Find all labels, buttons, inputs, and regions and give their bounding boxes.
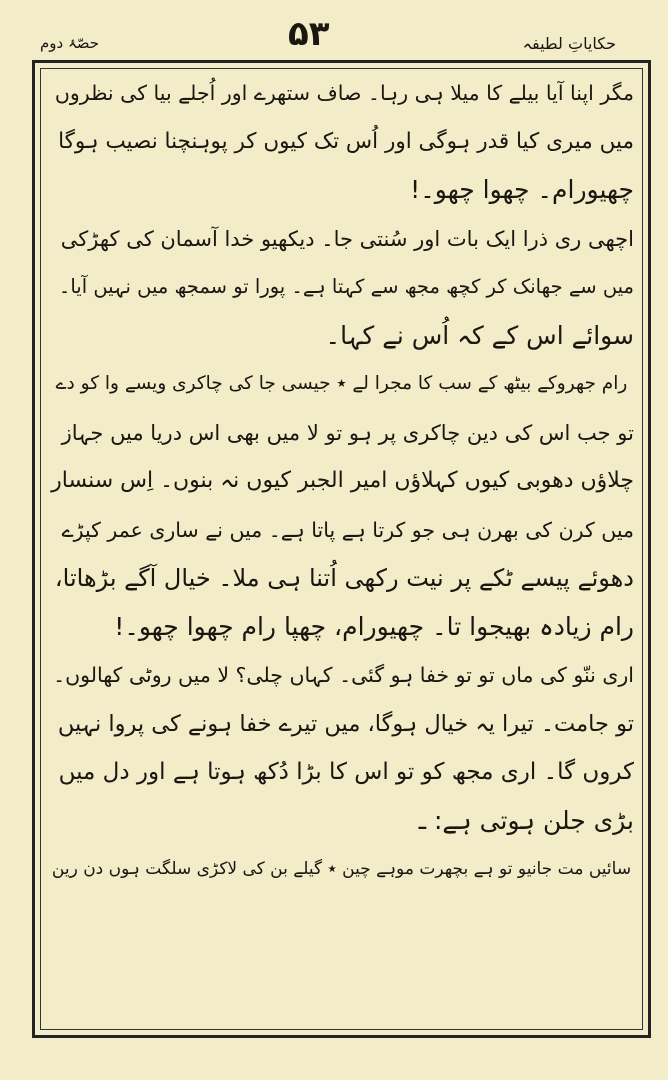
text-line: اچھی ری ذرا ایک بات اور سُنتی جا۔ دیکھیو خدا آسمان کی کھڑکی [60,226,634,251]
text-line: چھیورام۔ چھوا چھو۔! [410,175,634,204]
verse-line: رام جھروکے بیٹھ کے سب کا مجرا لے ٭ جیسی جا کی چاکری ویسے وا کو دے [55,373,628,394]
text-line: چلاؤں دھوبی کیوں کہلاؤں امیر الجبر کیوں نہ بنوں۔ اِس سنسار [51,468,634,493]
text-line: کروں گا۔ اری مجھ کو تو اس کا بڑا دُکھ ہوتا ہے اور دل میں [58,759,634,785]
text-line: بڑی جلن ہوتی ہے: ـ [418,805,634,835]
body-text [49,69,634,894]
text-line: تو جب اس کی دین چاکری پر ہو تو لا میں بھی اس دریا میں جہاز [61,420,634,445]
book-title: حکایاتِ لطیفہ [522,34,616,53]
text-line: تو جامت۔ تیرا یہ خیال ہوگا، میں تیرے خفا ہونے کی پروا نہیں [57,710,634,737]
page-border [32,60,651,1038]
text-line: میں سے جھانک کر کچھ مجھ سے کہتا ہے۔ پورا تو سمجھ میں نہیں آیا۔ [58,275,634,298]
text-line: رام زیادہ بھیجوا تا۔ چھیورام، چھپا رام چھوا چھو۔! [114,611,634,641]
page-header [0,0,668,62]
text-line: میں کرن کی بھرن ہی جو کرتا ہے پاتا ہے۔ میں نے ساری عمر کپڑے [61,517,634,542]
verse-line: سائیں مت جانیو تو ہے بچھرت موہے چین ٭ گیلے بن کی لاکڑی سلگت ہوں دن رین [51,859,632,879]
text-line: دھوئے پیسے ٹکے پر نیت رکھی اُتنا ہی ملا۔ خیال آگے بڑھاتا، [54,564,634,592]
page-number: ۵۳ [288,14,330,54]
text-line: اری ننّو کی ماں تو تو خفا ہو گئی۔ کہاں چلی؟ لا میں روٹی کھالوں۔ [53,663,634,687]
text-line: میں میری کیا قدر ہوگی اور اُس تک کیوں کر پوہنچنا نصیب ہوگا [58,128,634,154]
text-line: مگر اپنا آیا بیلے کا میلا ہی رہا۔ صاف ستھرے اور اُجلے بیا کی نظروں [54,81,634,105]
text-line: سوائے اس کے کہ اُس نے کہا۔ [325,320,634,350]
volume-label: حصّۂ دوم [40,34,100,52]
